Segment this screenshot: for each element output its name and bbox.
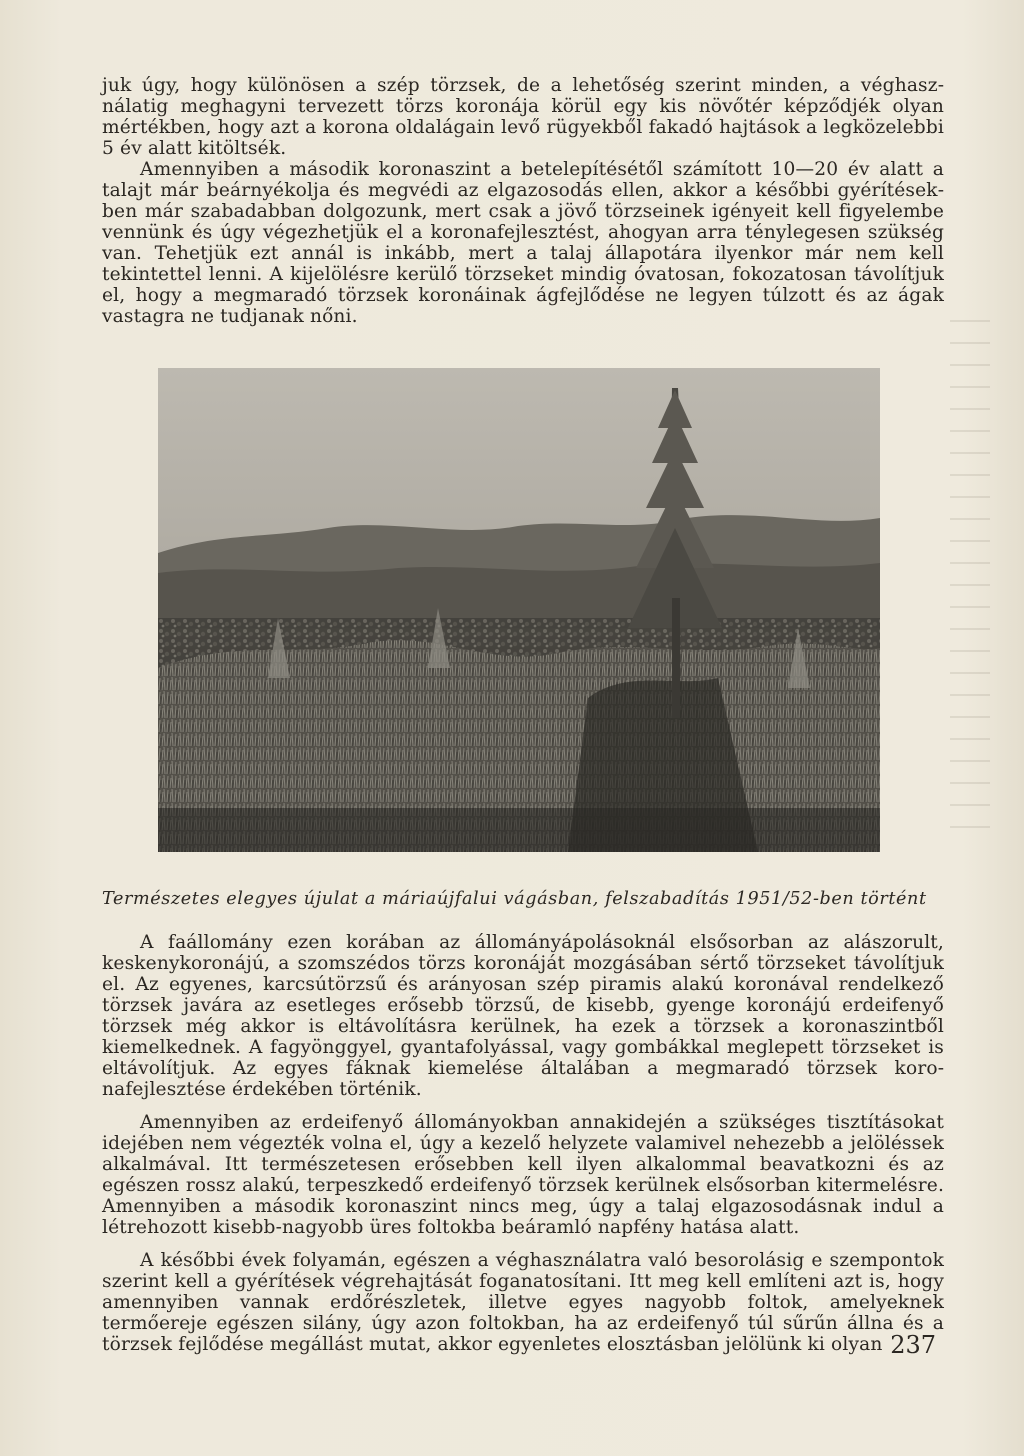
- text-block-bottom: [102, 932, 944, 1355]
- paragraph-4: Amennyiben az erdeifenyő állományokban annakidején a szükséges tisztításokat idejében nem végezték volna el, úgy a kezelő helyzete valamivel nehezebb a jelöléssek alkalmával. Itt természetesen erősebben kell ilyen alkalommal beavatkozni és az egészen rossz alakú, terpeszkedő erdeifenyő törzsek kerülnek elsősorban kitermelésre. Amennyiben a második koronaszint nincs meg, úgy a talaj elgazosodásnak indul a létrehozott kisebb-nagyobb üres foltokba beáramló napfény hatása alatt.: [102, 1112, 944, 1238]
- forest-regeneration-photo: [158, 368, 880, 852]
- page-number: 237: [890, 1331, 936, 1359]
- paragraph-1: juk úgy, hogy különösen a szép törzsek, de a lehetőség szerint minden, a véghasználatig meghagyni tervezett törzs koronája körül egy kis növőtér képződjék olyan mértékben, hogy azt a korona oldalágain levő rügyekből fakadó hajtások a legközelebbi 5 év alatt kitöltsék.: [102, 75, 944, 159]
- paragraph-3: A faállomány ezen korában az állományápolásoknál elsősorban az alászorult, keskenykoronájú, a szomszédos törzs koronáját mozgásában sértő törzseket távolítjuk el. Az egyenes, karcsútörzsű és arányosan szép piramis alakú koronával rendelkező törzsek javára az esetleges erősebb törzsű, de kisebb, gyenge koronájú erdeifenyő törzsek még akkor is eltávolításra kerülnek, ha ezek a törzsek a koronaszintből kiemelkednek. A fagyönggyel, gyantafolyással, vagy gombákkal meglepett törzseket is eltávolítjuk. Az egyes fáknak kiemelése általában a megmaradó törzsek koronafejlesztése érdekében történik.: [102, 932, 944, 1100]
- text-block-top: [102, 75, 944, 327]
- bleed-through-shadow: [950, 320, 990, 840]
- paragraph-2: Amennyiben a második koronaszint a betelepítésétől számított 10—20 év alatt a talajt már beárnyékolja és megvédi az elgazosodás ellen, akkor a későbbi gyérítésekben már szabadabban dolgozunk, mert csak a jövő törzseinek igényeit kell figyelembe vennünk és úgy végezhetjük el a koronafejlesztést, ahogyan arra ténylegesen szükség van. Tehetjük ezt annál is inkább, mert a talaj állapotára ilyenkor már nem kell tekintettel lenni. A kijelölésre kerülő törzseket mindig óvatosan, fokozatosan távolítjuk el, hogy a megmaradó törzsek koronáinak ágfejlődése ne legyen túlzott és az ágak vastagra ne tudjanak nőni.: [102, 159, 944, 327]
- paragraph-5: A későbbi évek folyamán, egészen a véghasználatra való besorolásig e szempontok szerint kell a gyérítések végrehajtását foganatosítani. Itt meg kell említeni azt is, hogy amennyiben vannak erdőrészletek, illetve egyes nagyobb foltok, amelyeknek termőereje egészen silány, úgy azon foltokban, ha az erdeifenyő túl sűrűn állna és a törzsek fejlődése megállást mutat, akkor egyenletes elosztásban jelölünk ki olyan: [102, 1250, 944, 1355]
- figure-caption: Természetes elegyes újulat a máriaújfalui vágásban, felszabadítás 1951/52-ben történt: [102, 889, 927, 909]
